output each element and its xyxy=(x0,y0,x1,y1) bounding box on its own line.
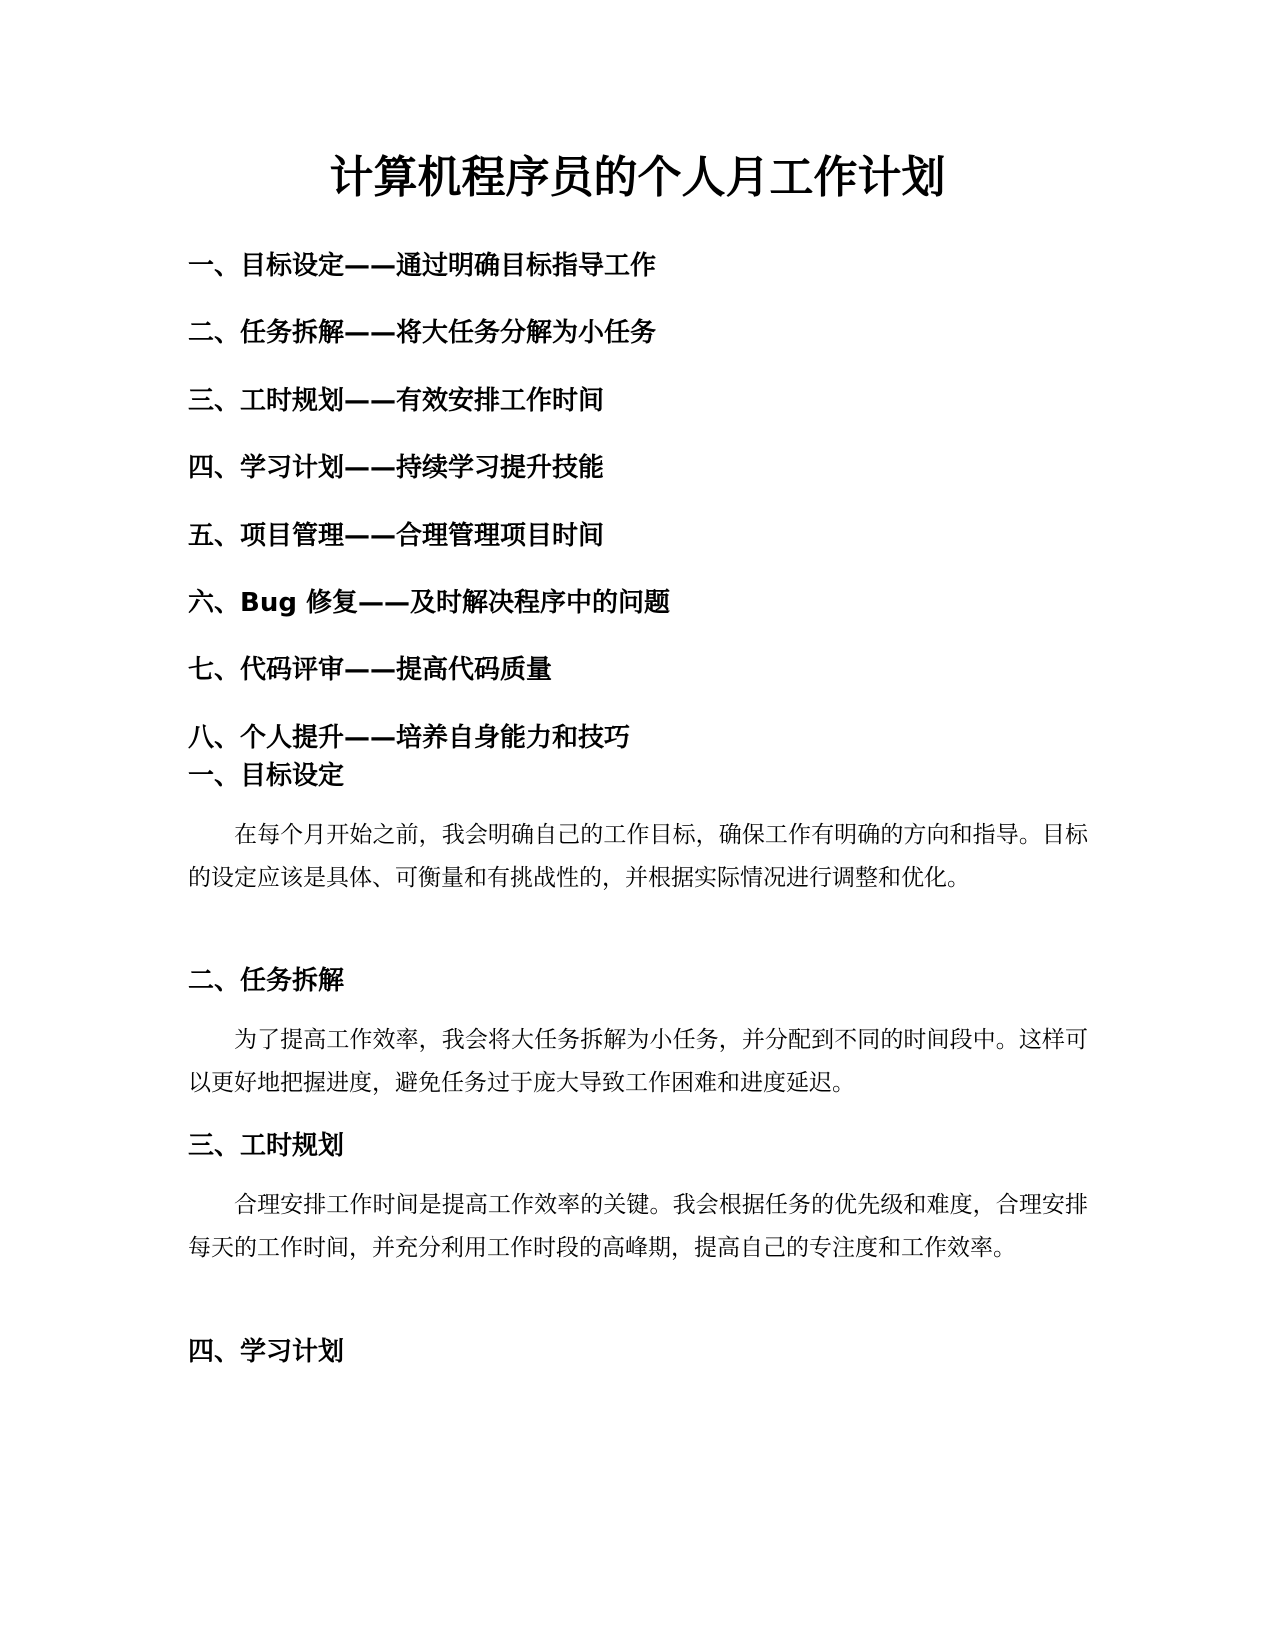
toc-item: 八、个人提升——培养自身能力和技巧 xyxy=(188,722,631,753)
section-heading: 二、任务拆解 xyxy=(188,966,345,996)
document-title: 计算机程序员的个人月工作计划 xyxy=(329,152,946,203)
section-heading: 三、工时规划 xyxy=(188,1131,345,1161)
toc-item: 三、工时规划——有效安排工作时间 xyxy=(188,385,605,416)
table-of-contents xyxy=(188,248,1088,787)
section-paragraph: 为了提高工作效率，我会将大任务拆解为小任务，并分配到不同的时间段中。这样可以更好地把握进度，避免任务过于庞大导致工作困难和进度延迟。 xyxy=(188,1027,1088,1096)
section-task-breakdown xyxy=(188,963,1088,1105)
section-goal-setting xyxy=(188,758,1088,900)
section-paragraph: 在每个月开始之前，我会明确自己的工作目标，确保工作有明确的方向和指导。目标的设定应该是具体、可衡量和有挑战性的，并根据实际情况进行调整和优化。 xyxy=(188,822,1088,891)
section-learning-plan xyxy=(188,1334,1088,1370)
section-heading: 一、目标设定 xyxy=(188,761,345,791)
section-time-planning xyxy=(188,1128,1088,1270)
toc-item: 一、目标设定——通过明确目标指导工作 xyxy=(188,251,657,281)
toc-item: 五、项目管理——合理管理项目时间 xyxy=(188,520,605,551)
section-heading: 四、学习计划 xyxy=(188,1337,345,1367)
toc-item: 七、代码评审——提高代码质量 xyxy=(188,655,553,686)
toc-item: 四、学习计划——持续学习提升技能 xyxy=(188,453,605,484)
toc-item: 二、任务拆解——将大任务分解为小任务 xyxy=(188,318,657,349)
toc-item: 六、Bug 修复——及时解决程序中的问题 xyxy=(188,587,670,618)
section-paragraph: 合理安排工作时间是提高工作效率的关键。我会根据任务的优先级和难度，合理安排每天的工作时间，并充分利用工作时段的高峰期，提高自己的专注度和工作效率。 xyxy=(188,1192,1088,1261)
